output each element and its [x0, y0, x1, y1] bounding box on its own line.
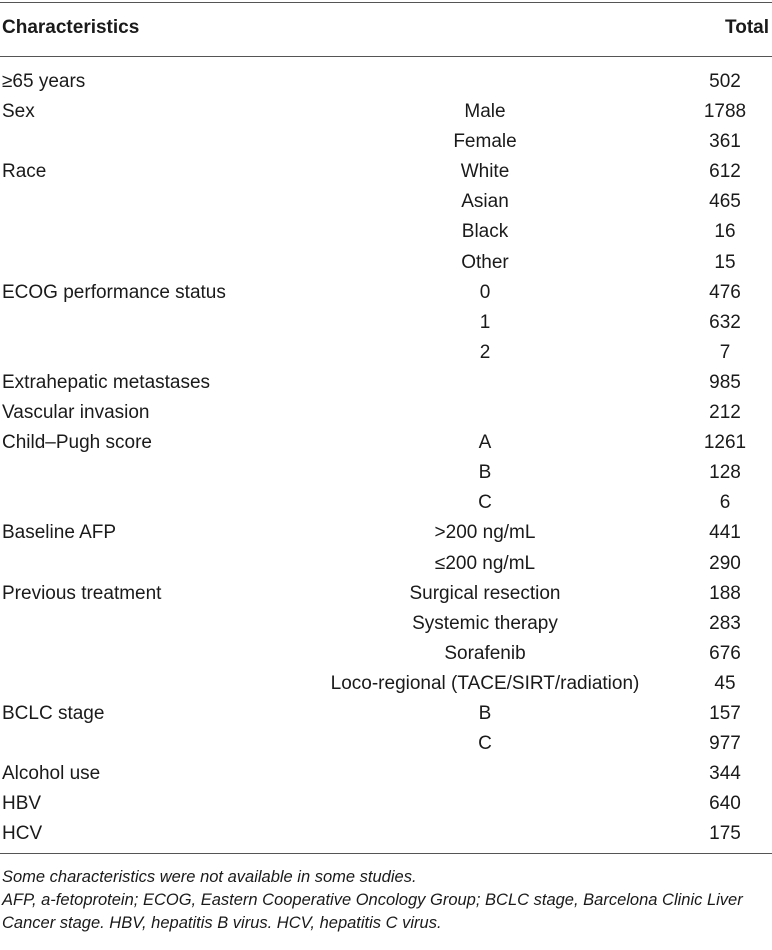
row-characteristic: HCV	[2, 823, 43, 845]
row-total: 175	[709, 823, 741, 845]
row-subcategory: Asian	[461, 191, 509, 213]
row-total: 476	[709, 281, 741, 303]
table-row	[0, 187, 772, 217]
table-header-rule	[0, 56, 772, 57]
row-subcategory: Other	[461, 251, 509, 273]
row-total: 157	[709, 702, 741, 724]
table-row	[0, 579, 772, 609]
table-row	[0, 368, 772, 398]
row-total: 16	[714, 221, 736, 243]
table-row	[0, 458, 772, 488]
row-subcategory: White	[460, 161, 510, 183]
table-row	[0, 609, 772, 639]
row-subcategory: C	[478, 492, 492, 514]
row-subcategory: >200 ng/mL	[434, 522, 536, 544]
row-subcategory: 1	[479, 311, 491, 333]
row-characteristic: ≥65 years	[2, 71, 86, 92]
row-total: 985	[709, 371, 741, 393]
row-total: 344	[709, 763, 741, 785]
table-row	[0, 338, 772, 368]
row-total: 15	[714, 251, 736, 273]
table-row	[0, 278, 772, 308]
row-subcategory: C	[478, 733, 492, 755]
row-total: 212	[709, 402, 741, 424]
table-row	[0, 67, 772, 97]
table-row	[0, 428, 772, 458]
table-row	[0, 518, 772, 548]
row-total: 7	[719, 341, 731, 363]
row-subcategory: Black	[461, 221, 509, 243]
row-characteristic: HBV	[2, 793, 42, 815]
row-total: 6	[719, 492, 731, 514]
table-row	[0, 398, 772, 428]
row-total: 465	[709, 191, 741, 213]
row-total: 361	[709, 131, 741, 153]
table-row	[0, 759, 772, 789]
table-row	[0, 669, 772, 699]
row-total: 977	[709, 733, 741, 755]
footnote-availability: Some characteristics were not available in some studies.	[2, 868, 417, 886]
table-row	[0, 97, 772, 127]
row-subcategory: Loco-regional (TACE/SIRT/radiation)	[330, 672, 640, 694]
row-subcategory: B	[478, 462, 492, 484]
row-total: 632	[709, 311, 741, 333]
table-header-row	[0, 14, 772, 44]
table-row	[0, 729, 772, 759]
table-row	[0, 549, 772, 579]
table-row	[0, 789, 772, 819]
row-total: 676	[709, 642, 741, 664]
row-characteristic: Race	[2, 161, 47, 183]
table-row	[0, 157, 772, 187]
row-total: 441	[709, 522, 741, 544]
table-row	[0, 699, 772, 729]
row-characteristic: Extrahepatic metastases	[2, 371, 211, 393]
row-total: 128	[709, 462, 741, 484]
row-total: 45	[714, 672, 736, 694]
row-characteristic: Baseline AFP	[2, 522, 117, 544]
table-row	[0, 308, 772, 338]
table-row	[0, 217, 772, 247]
table-row	[0, 248, 772, 278]
row-characteristic: Vascular invasion	[2, 402, 150, 424]
header-characteristics: Characteristics	[2, 17, 140, 38]
row-total: 188	[709, 582, 741, 604]
row-total: 283	[709, 612, 741, 634]
table-row	[0, 639, 772, 669]
row-subcategory: Systemic therapy	[412, 612, 558, 634]
row-characteristic: BCLC stage	[2, 702, 105, 724]
row-total: 640	[709, 793, 741, 815]
row-subcategory: 2	[479, 341, 491, 363]
row-total: 612	[709, 161, 741, 183]
footnote-abbreviations: AFP, a-fetoprotein; ECOG, Eastern Cooperative Oncology Group; BCLC stage, Barcelona Clinic Liver Cancer stage. HBV, hepatitis B virus. HCV, hepatitis C virus.	[2, 891, 743, 932]
table-row	[0, 127, 772, 157]
row-total: 502	[709, 71, 741, 92]
row-characteristic: Previous treatment	[2, 582, 162, 604]
row-subcategory: Sorafenib	[444, 642, 526, 664]
row-characteristic: Alcohol use	[2, 763, 101, 785]
row-subcategory: B	[478, 702, 492, 724]
row-characteristic: Sex	[2, 101, 35, 123]
table-footnotes	[2, 866, 770, 935]
row-subcategory: Surgical resection	[409, 582, 561, 604]
header-total: Total	[725, 17, 769, 38]
row-subcategory: ≤200 ng/mL	[434, 552, 536, 574]
row-total: 1788	[703, 101, 747, 123]
table-row	[0, 488, 772, 518]
table-row	[0, 819, 772, 849]
row-subcategory: A	[478, 432, 492, 454]
row-total: 290	[709, 552, 741, 574]
row-subcategory: 0	[479, 281, 491, 303]
table-body	[0, 67, 772, 849]
table-top-rule	[0, 2, 772, 3]
table-bottom-rule	[0, 853, 772, 854]
row-total: 1261	[703, 432, 747, 454]
row-subcategory: Female	[453, 131, 517, 153]
row-characteristic: Child–Pugh score	[2, 432, 152, 454]
row-characteristic: ECOG performance status	[2, 281, 226, 303]
row-subcategory: Male	[464, 101, 506, 123]
